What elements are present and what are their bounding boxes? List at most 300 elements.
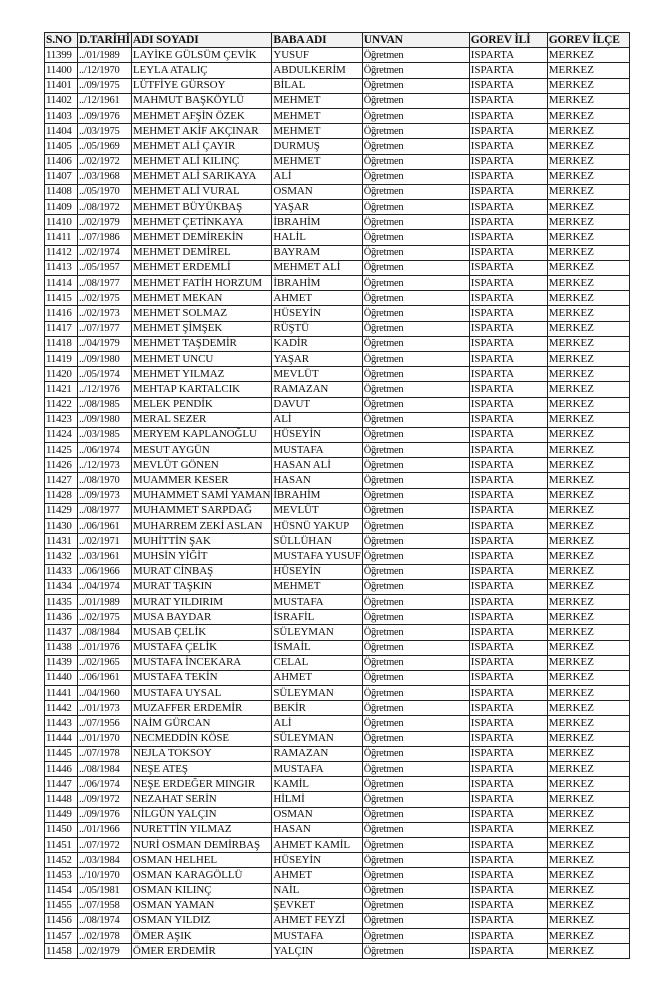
cell-father-name: YUSUF [272, 48, 362, 63]
table-row [45, 503, 630, 518]
cell-duty-province: ISPARTA [469, 503, 547, 518]
cell-duty-province: ISPARTA [469, 139, 547, 154]
cell-father-name: SÜLEYMAN [272, 731, 362, 746]
cell-full-name: MEHMET MEKAN [131, 291, 271, 306]
cell-birth-date: ../08/1984 [78, 762, 132, 777]
cell-sno: 11412 [45, 245, 78, 260]
cell-title: Öğretmen [362, 397, 469, 412]
cell-sno: 11456 [45, 913, 78, 928]
cell-full-name: NEŞE ERDEĞER MINGIR [131, 777, 271, 792]
cell-duty-province: ISPARTA [469, 549, 547, 564]
table-row [45, 944, 630, 959]
cell-sno: 11427 [45, 473, 78, 488]
cell-father-name: MEHMET [272, 108, 362, 123]
cell-duty-district: MERKEZ [547, 412, 629, 427]
cell-duty-district: MERKEZ [547, 944, 629, 959]
table-row [45, 792, 630, 807]
cell-duty-district: MERKEZ [547, 792, 629, 807]
cell-duty-district: MERKEZ [547, 686, 629, 701]
table-row [45, 837, 630, 852]
cell-birth-date: ../09/1980 [78, 351, 132, 366]
cell-father-name: HASAN [272, 473, 362, 488]
cell-sno: 11436 [45, 610, 78, 625]
cell-father-name: HÜSEYİN [272, 427, 362, 442]
cell-full-name: MEHMET ŞİMŞEK [131, 321, 271, 336]
cell-father-name: YALÇIN [272, 944, 362, 959]
cell-duty-district: MERKEZ [547, 443, 629, 458]
cell-full-name: NİLGÜN YALÇIN [131, 807, 271, 822]
personnel-table [44, 32, 630, 959]
cell-birth-date: ../12/1973 [78, 458, 132, 473]
cell-duty-province: ISPARTA [469, 184, 547, 199]
cell-sno: 11452 [45, 853, 78, 868]
cell-duty-province: ISPARTA [469, 397, 547, 412]
cell-duty-district: MERKEZ [547, 564, 629, 579]
cell-sno: 11438 [45, 640, 78, 655]
cell-duty-province: ISPARTA [469, 108, 547, 123]
cell-title: Öğretmen [362, 913, 469, 928]
cell-title: Öğretmen [362, 503, 469, 518]
cell-duty-district: MERKEZ [547, 351, 629, 366]
cell-full-name: MUSTAFA İNCEKARA [131, 655, 271, 670]
cell-full-name: NEŞE ATEŞ [131, 762, 271, 777]
cell-full-name: MUAMMER KESER [131, 473, 271, 488]
cell-title: Öğretmen [362, 245, 469, 260]
cell-duty-province: ISPARTA [469, 443, 547, 458]
table-row [45, 276, 630, 291]
cell-duty-district: MERKEZ [547, 670, 629, 685]
cell-sno: 11445 [45, 746, 78, 761]
header-duty-province: GOREV İLİ [469, 33, 547, 48]
cell-full-name: MELEK PENDİK [131, 397, 271, 412]
cell-duty-district: MERKEZ [547, 154, 629, 169]
cell-father-name: ALİ [272, 716, 362, 731]
cell-title: Öğretmen [362, 625, 469, 640]
table-row [45, 822, 630, 837]
cell-sno: 11402 [45, 93, 78, 108]
cell-father-name: ABDULKERİM [272, 63, 362, 78]
cell-title: Öğretmen [362, 63, 469, 78]
cell-sno: 11434 [45, 579, 78, 594]
cell-father-name: MEHMET [272, 154, 362, 169]
cell-birth-date: ../12/1976 [78, 382, 132, 397]
cell-title: Öğretmen [362, 716, 469, 731]
cell-title: Öğretmen [362, 427, 469, 442]
cell-duty-district: MERKEZ [547, 519, 629, 534]
cell-title: Öğretmen [362, 853, 469, 868]
cell-birth-date: ../05/1969 [78, 139, 132, 154]
cell-birth-date: ../02/1965 [78, 655, 132, 670]
cell-sno: 11440 [45, 670, 78, 685]
cell-title: Öğretmen [362, 200, 469, 215]
cell-title: Öğretmen [362, 139, 469, 154]
cell-birth-date: ../02/1972 [78, 154, 132, 169]
cell-sno: 11417 [45, 321, 78, 336]
cell-title: Öğretmen [362, 883, 469, 898]
cell-title: Öğretmen [362, 762, 469, 777]
cell-title: Öğretmen [362, 154, 469, 169]
cell-title: Öğretmen [362, 686, 469, 701]
table-row [45, 108, 630, 123]
cell-sno: 11448 [45, 792, 78, 807]
cell-full-name: NECMEDDİN KÖSE [131, 731, 271, 746]
cell-duty-province: ISPARTA [469, 913, 547, 928]
cell-title: Öğretmen [362, 792, 469, 807]
table-row [45, 625, 630, 640]
cell-sno: 11430 [45, 519, 78, 534]
cell-father-name: ŞEVKET [272, 898, 362, 913]
cell-birth-date: ../09/1973 [78, 488, 132, 503]
table-row [45, 853, 630, 868]
cell-duty-district: MERKEZ [547, 108, 629, 123]
cell-full-name: MUHARREM ZEKİ ASLAN [131, 519, 271, 534]
table-row [45, 321, 630, 336]
cell-duty-province: ISPARTA [469, 655, 547, 670]
cell-duty-province: ISPARTA [469, 670, 547, 685]
cell-duty-province: ISPARTA [469, 762, 547, 777]
cell-duty-district: MERKEZ [547, 321, 629, 336]
table-row [45, 230, 630, 245]
cell-duty-district: MERKEZ [547, 139, 629, 154]
cell-sno: 11429 [45, 503, 78, 518]
cell-duty-district: MERKEZ [547, 625, 629, 640]
cell-full-name: MEHMET ALİ ÇAYIR [131, 139, 271, 154]
cell-duty-district: MERKEZ [547, 731, 629, 746]
cell-title: Öğretmen [362, 564, 469, 579]
cell-father-name: MEVLÜT [272, 503, 362, 518]
cell-duty-district: MERKEZ [547, 762, 629, 777]
table-body [45, 48, 630, 959]
cell-father-name: AHMET FEYZİ [272, 913, 362, 928]
cell-sno: 11404 [45, 124, 78, 139]
cell-birth-date: ../12/1970 [78, 63, 132, 78]
cell-title: Öğretmen [362, 473, 469, 488]
cell-birth-date: ../02/1979 [78, 944, 132, 959]
cell-father-name: YAŞAR [272, 351, 362, 366]
cell-duty-district: MERKEZ [547, 184, 629, 199]
cell-birth-date: ../08/1972 [78, 200, 132, 215]
cell-duty-district: MERKEZ [547, 93, 629, 108]
cell-birth-date: ../05/1981 [78, 883, 132, 898]
cell-father-name: BİLAL [272, 78, 362, 93]
cell-birth-date: ../07/1972 [78, 837, 132, 852]
cell-full-name: MERYEM KAPLANOĞLU [131, 427, 271, 442]
cell-father-name: İBRAHİM [272, 276, 362, 291]
cell-duty-district: MERKEZ [547, 473, 629, 488]
cell-birth-date: ../02/1973 [78, 306, 132, 321]
cell-sno: 11454 [45, 883, 78, 898]
cell-father-name: HÜSEYİN [272, 306, 362, 321]
cell-full-name: ÖMER AŞIK [131, 929, 271, 944]
cell-father-name: AHMET [272, 291, 362, 306]
table-row [45, 154, 630, 169]
cell-father-name: CELAL [272, 655, 362, 670]
cell-father-name: RÜŞTÜ [272, 321, 362, 336]
cell-father-name: HALİL [272, 230, 362, 245]
cell-father-name: AHMET [272, 868, 362, 883]
cell-full-name: NEZAHAT SERİN [131, 792, 271, 807]
cell-title: Öğretmen [362, 93, 469, 108]
cell-father-name: MUSTAFA YUSUF [272, 549, 362, 564]
cell-title: Öğretmen [362, 731, 469, 746]
cell-title: Öğretmen [362, 746, 469, 761]
table-row [45, 245, 630, 260]
cell-father-name: İBRAHİM [272, 488, 362, 503]
cell-birth-date: ../07/1977 [78, 321, 132, 336]
cell-sno: 11433 [45, 564, 78, 579]
cell-full-name: MURAT YILDIRIM [131, 594, 271, 609]
cell-title: Öğretmen [362, 549, 469, 564]
cell-full-name: NURETTİN YILMAZ [131, 822, 271, 837]
cell-sno: 11455 [45, 898, 78, 913]
cell-sno: 11407 [45, 169, 78, 184]
cell-title: Öğretmen [362, 382, 469, 397]
cell-father-name: AHMET KAMİL [272, 837, 362, 852]
table-row [45, 458, 630, 473]
cell-birth-date: ../07/1958 [78, 898, 132, 913]
cell-birth-date: ../06/1974 [78, 777, 132, 792]
cell-duty-province: ISPARTA [469, 944, 547, 959]
cell-title: Öğretmen [362, 260, 469, 275]
cell-duty-province: ISPARTA [469, 929, 547, 944]
header-father-name: BABA ADI [272, 33, 362, 48]
cell-duty-district: MERKEZ [547, 291, 629, 306]
table-row [45, 124, 630, 139]
cell-duty-province: ISPARTA [469, 473, 547, 488]
cell-full-name: MUSTAFA UYSAL [131, 686, 271, 701]
cell-title: Öğretmen [362, 898, 469, 913]
cell-title: Öğretmen [362, 944, 469, 959]
cell-sno: 11419 [45, 351, 78, 366]
cell-birth-date: ../03/1961 [78, 549, 132, 564]
cell-sno: 11437 [45, 625, 78, 640]
cell-father-name: DURMUŞ [272, 139, 362, 154]
cell-title: Öğretmen [362, 169, 469, 184]
cell-duty-district: MERKEZ [547, 777, 629, 792]
cell-duty-province: ISPARTA [469, 625, 547, 640]
cell-duty-province: ISPARTA [469, 534, 547, 549]
cell-sno: 11401 [45, 78, 78, 93]
cell-father-name: SÜLEYMAN [272, 686, 362, 701]
cell-full-name: MUHSİN YİĞİT [131, 549, 271, 564]
table-row [45, 306, 630, 321]
cell-birth-date: ../04/1974 [78, 579, 132, 594]
cell-duty-district: MERKEZ [547, 427, 629, 442]
cell-duty-province: ISPARTA [469, 48, 547, 63]
cell-duty-district: MERKEZ [547, 48, 629, 63]
cell-full-name: OSMAN YAMAN [131, 898, 271, 913]
table-row [45, 670, 630, 685]
cell-duty-district: MERKEZ [547, 822, 629, 837]
cell-sno: 11458 [45, 944, 78, 959]
table-row [45, 534, 630, 549]
cell-birth-date: ../10/1970 [78, 868, 132, 883]
cell-duty-province: ISPARTA [469, 898, 547, 913]
cell-duty-province: ISPARTA [469, 488, 547, 503]
cell-title: Öğretmen [362, 777, 469, 792]
cell-duty-district: MERKEZ [547, 929, 629, 944]
cell-birth-date: ../04/1979 [78, 336, 132, 351]
table-row [45, 686, 630, 701]
cell-birth-date: ../08/1984 [78, 625, 132, 640]
cell-father-name: SÜLEYMAN [272, 625, 362, 640]
cell-sno: 11426 [45, 458, 78, 473]
cell-full-name: MUSA BAYDAR [131, 610, 271, 625]
cell-full-name: MEHMET DEMİREL [131, 245, 271, 260]
cell-full-name: NAİM GÜRCAN [131, 716, 271, 731]
cell-duty-district: MERKEZ [547, 898, 629, 913]
table-row [45, 184, 630, 199]
table-row [45, 564, 630, 579]
cell-duty-province: ISPARTA [469, 230, 547, 245]
cell-sno: 11453 [45, 868, 78, 883]
cell-title: Öğretmen [362, 519, 469, 534]
cell-birth-date: ../03/1985 [78, 427, 132, 442]
table-row [45, 351, 630, 366]
cell-father-name: OSMAN [272, 184, 362, 199]
cell-full-name: MUHAMMET SARPDAĞ [131, 503, 271, 518]
cell-full-name: MESUT AYGÜN [131, 443, 271, 458]
header-sno: S.NO [45, 33, 78, 48]
table-row [45, 762, 630, 777]
cell-birth-date: ../06/1961 [78, 670, 132, 685]
cell-sno: 11432 [45, 549, 78, 564]
cell-duty-province: ISPARTA [469, 837, 547, 852]
cell-title: Öğretmen [362, 443, 469, 458]
cell-full-name: MEHMET YILMAZ [131, 367, 271, 382]
cell-sno: 11439 [45, 655, 78, 670]
cell-duty-district: MERKEZ [547, 883, 629, 898]
table-row [45, 200, 630, 215]
table-row [45, 898, 630, 913]
cell-sno: 11443 [45, 716, 78, 731]
cell-duty-district: MERKEZ [547, 655, 629, 670]
table-row [45, 367, 630, 382]
cell-full-name: ÖMER ERDEMİR [131, 944, 271, 959]
cell-duty-district: MERKEZ [547, 382, 629, 397]
table-row [45, 913, 630, 928]
cell-birth-date: ../06/1961 [78, 519, 132, 534]
cell-birth-date: ../02/1974 [78, 245, 132, 260]
table-row [45, 701, 630, 716]
cell-title: Öğretmen [362, 837, 469, 852]
cell-sno: 11442 [45, 701, 78, 716]
cell-birth-date: ../07/1978 [78, 746, 132, 761]
cell-duty-province: ISPARTA [469, 701, 547, 716]
cell-duty-district: MERKEZ [547, 260, 629, 275]
cell-duty-province: ISPARTA [469, 245, 547, 260]
cell-duty-district: MERKEZ [547, 215, 629, 230]
cell-duty-province: ISPARTA [469, 716, 547, 731]
cell-full-name: MUHAMMET SAMİ YAMAN [131, 488, 271, 503]
table-row [45, 868, 630, 883]
cell-duty-province: ISPARTA [469, 200, 547, 215]
cell-birth-date: ../02/1978 [78, 929, 132, 944]
table-row [45, 48, 630, 63]
cell-title: Öğretmen [362, 48, 469, 63]
cell-duty-province: ISPARTA [469, 382, 547, 397]
table-row [45, 929, 630, 944]
cell-sno: 11405 [45, 139, 78, 154]
cell-duty-district: MERKEZ [547, 169, 629, 184]
cell-duty-district: MERKEZ [547, 78, 629, 93]
cell-father-name: BEKİR [272, 701, 362, 716]
cell-father-name: MEVLÜT [272, 367, 362, 382]
cell-title: Öğretmen [362, 640, 469, 655]
cell-birth-date: ../03/1975 [78, 124, 132, 139]
cell-father-name: YAŞAR [272, 200, 362, 215]
cell-father-name: MEHMET [272, 579, 362, 594]
cell-duty-province: ISPARTA [469, 579, 547, 594]
cell-duty-district: MERKEZ [547, 716, 629, 731]
cell-sno: 11399 [45, 48, 78, 63]
table-row [45, 655, 630, 670]
cell-birth-date: ../08/1970 [78, 473, 132, 488]
cell-full-name: MEHMET SOLMAZ [131, 306, 271, 321]
cell-full-name: MEHMET ALİ VURAL [131, 184, 271, 199]
cell-full-name: MURAT CİNBAŞ [131, 564, 271, 579]
cell-sno: 11428 [45, 488, 78, 503]
cell-duty-province: ISPARTA [469, 519, 547, 534]
cell-full-name: MUHİTTİN ŞAK [131, 534, 271, 549]
table-row [45, 883, 630, 898]
cell-title: Öğretmen [362, 534, 469, 549]
cell-duty-province: ISPARTA [469, 321, 547, 336]
cell-father-name: MUSTAFA [272, 762, 362, 777]
cell-father-name: KADİR [272, 336, 362, 351]
cell-father-name: RAMAZAN [272, 746, 362, 761]
cell-birth-date: ../02/1975 [78, 610, 132, 625]
cell-title: Öğretmen [362, 336, 469, 351]
cell-title: Öğretmen [362, 351, 469, 366]
cell-birth-date: ../01/1970 [78, 731, 132, 746]
table-row [45, 93, 630, 108]
header-duty-district: GOREV İLÇE [547, 33, 629, 48]
cell-duty-district: MERKEZ [547, 534, 629, 549]
cell-full-name: MERAL SEZER [131, 412, 271, 427]
cell-full-name: OSMAN YILDIZ [131, 913, 271, 928]
cell-duty-district: MERKEZ [547, 807, 629, 822]
cell-father-name: HASAN [272, 822, 362, 837]
cell-father-name: MEHMET [272, 93, 362, 108]
cell-father-name: İSMAİL [272, 640, 362, 655]
cell-duty-district: MERKEZ [547, 594, 629, 609]
cell-sno: 11423 [45, 412, 78, 427]
cell-full-name: LEYLA ATALIÇ [131, 63, 271, 78]
cell-title: Öğretmen [362, 822, 469, 837]
table-row [45, 260, 630, 275]
cell-sno: 11425 [45, 443, 78, 458]
cell-duty-province: ISPARTA [469, 686, 547, 701]
table-row [45, 746, 630, 761]
cell-title: Öğretmen [362, 367, 469, 382]
cell-sno: 11447 [45, 777, 78, 792]
table-row [45, 488, 630, 503]
cell-sno: 11451 [45, 837, 78, 852]
cell-duty-district: MERKEZ [547, 230, 629, 245]
header-full-name: ADI SOYADI [131, 33, 271, 48]
table-row [45, 579, 630, 594]
cell-father-name: İBRAHİM [272, 215, 362, 230]
cell-full-name: MUSAB ÇELİK [131, 625, 271, 640]
cell-duty-district: MERKEZ [547, 397, 629, 412]
cell-title: Öğretmen [362, 655, 469, 670]
cell-title: Öğretmen [362, 868, 469, 883]
cell-sno: 11450 [45, 822, 78, 837]
cell-father-name: AHMET [272, 670, 362, 685]
cell-duty-province: ISPARTA [469, 78, 547, 93]
cell-duty-district: MERKEZ [547, 276, 629, 291]
